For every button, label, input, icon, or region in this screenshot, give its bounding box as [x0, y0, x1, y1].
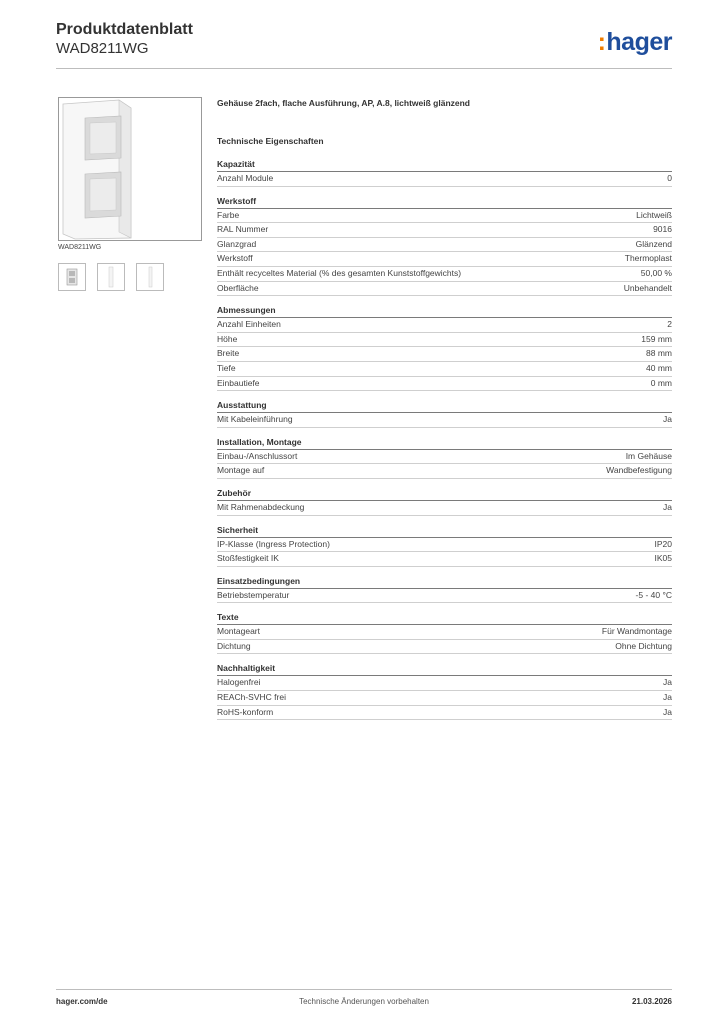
spec-row	[217, 501, 672, 516]
product-image	[58, 97, 202, 241]
spec-value: Für Wandmontage	[601, 626, 672, 637]
spec-row	[217, 676, 672, 691]
spec-value: 9016	[653, 224, 672, 235]
spec-section	[217, 488, 672, 516]
section-title: Kapazität	[217, 159, 672, 172]
spec-label: Oberfläche	[217, 282, 259, 293]
spec-section	[217, 437, 672, 479]
spec-label: Mit Rahmenabdeckung	[217, 501, 305, 512]
spec-label: REACh-SVHC frei	[217, 692, 286, 703]
spec-label: Halogenfrei	[217, 677, 261, 688]
spec-section	[217, 196, 672, 297]
spec-row	[217, 267, 672, 282]
spec-row	[217, 538, 672, 553]
spec-value: 0 mm	[650, 377, 672, 388]
spec-value: Ja	[663, 692, 672, 703]
spec-label: Dichtung	[217, 640, 251, 651]
spec-row	[217, 347, 672, 362]
spec-label: Stoßfestigkeit IK	[217, 553, 279, 564]
technical-properties-heading: Technische Eigenschaften	[217, 136, 324, 146]
spec-label: Einbautiefe	[217, 377, 260, 388]
spec-value: Ja	[663, 706, 672, 717]
section-title: Nachhaltigkeit	[217, 663, 672, 676]
product-image-caption: WAD8211WG	[58, 244, 102, 251]
section-title: Einsatzbedingungen	[217, 576, 672, 589]
thumbnail-1[interactable]	[58, 263, 86, 291]
spec-section	[217, 576, 672, 604]
section-title: Zubehör	[217, 488, 672, 501]
spec-value: 88 mm	[646, 348, 672, 359]
spec-row	[217, 552, 672, 567]
thumbnail-side-view-icon	[98, 264, 124, 290]
spec-value: Ja	[663, 414, 672, 425]
spec-label: RoHS-konform	[217, 706, 274, 717]
spec-label: Höhe	[217, 333, 238, 344]
spec-section	[217, 305, 672, 391]
footer-note: Technische Änderungen vorbehalten	[299, 997, 429, 1006]
spec-label: Montageart	[217, 626, 260, 637]
spec-label: Breite	[217, 348, 240, 359]
spec-label: Enthält recyceltes Material (% des gesamten Kunststoffgewichts)	[217, 267, 462, 278]
spec-row	[217, 223, 672, 238]
spec-label: Glanzgrad	[217, 238, 257, 249]
spec-value: Wandbefestigung	[606, 465, 672, 476]
section-title: Texte	[217, 612, 672, 625]
spec-section	[217, 159, 672, 187]
thumbnail-profile-view-icon	[137, 264, 163, 290]
page-title: Produktdatenblatt	[56, 21, 193, 38]
section-title: Sicherheit	[217, 525, 672, 538]
spec-value: -5 - 40 °C	[635, 589, 672, 600]
spec-value: 40 mm	[646, 362, 672, 373]
page-header	[56, 20, 672, 58]
spec-value: 159 mm	[641, 333, 672, 344]
spec-row	[217, 377, 672, 392]
spec-row	[217, 413, 672, 428]
spec-row	[217, 282, 672, 297]
spec-value: Thermoplast	[624, 253, 672, 264]
spec-row	[217, 362, 672, 377]
spec-value: IP20	[654, 538, 672, 549]
spec-label: Anzahl Module	[217, 173, 274, 183]
product-details	[217, 97, 672, 729]
spec-label: Einbau-/Anschlussort	[217, 450, 298, 461]
spec-section	[217, 525, 672, 567]
spec-label: Tiefe	[217, 362, 236, 373]
spec-value: Ja	[663, 501, 672, 512]
spec-value: Lichtweiß	[636, 209, 672, 220]
spec-label: Betriebstemperatur	[217, 589, 290, 600]
spec-row	[217, 450, 672, 465]
spec-row	[217, 172, 672, 187]
product-description: Gehäuse 2fach, flache Ausführung, AP, A.8, lichtweiß glänzend	[217, 98, 471, 108]
spec-row	[217, 252, 672, 267]
thumbnail-2[interactable]	[97, 263, 125, 291]
spec-value: Ja	[663, 677, 672, 688]
spec-section	[217, 400, 672, 428]
product-code: WAD8211WG	[56, 40, 149, 57]
header-divider	[56, 68, 672, 69]
spec-row	[217, 691, 672, 706]
section-title: Installation, Montage	[217, 437, 672, 450]
spec-label: Werkstoff	[217, 253, 253, 264]
spec-section	[217, 663, 672, 720]
spec-label: Farbe	[217, 209, 240, 220]
spec-value: 2	[667, 319, 672, 330]
spec-sections	[217, 159, 672, 720]
spec-value: Glänzend	[635, 238, 672, 249]
footer-date: 21.03.2026	[631, 997, 672, 1006]
section-title: Werkstoff	[217, 196, 672, 209]
spec-value: Ohne Dichtung	[615, 640, 672, 651]
spec-value: Im Gehäuse	[625, 450, 672, 461]
spec-row	[217, 706, 672, 721]
footer-website-link[interactable]: hager.com/de	[56, 997, 108, 1006]
thumbnail-product-icon	[59, 264, 85, 290]
section-title: Ausstattung	[217, 400, 672, 413]
spec-row	[217, 640, 672, 655]
spec-label: Montage auf	[217, 465, 265, 476]
footer-divider	[56, 989, 672, 990]
spec-value: Unbehandelt	[623, 282, 672, 293]
spec-row	[217, 333, 672, 348]
spec-label: Anzahl Einheiten	[217, 319, 281, 330]
spec-value: 0	[667, 173, 672, 183]
spec-row	[217, 318, 672, 333]
hager-logo: :hager	[597, 28, 672, 56]
spec-value: IK05	[654, 553, 672, 564]
spec-row	[217, 464, 672, 479]
section-title: Abmessungen	[217, 305, 672, 318]
thumbnail-3[interactable]	[136, 263, 164, 291]
spec-label: IP-Klasse (Ingress Protection)	[217, 538, 330, 549]
spec-row	[217, 589, 672, 604]
spec-value: 50,00 %	[640, 267, 672, 278]
spec-row	[217, 238, 672, 253]
spec-label: RAL Nummer	[217, 224, 269, 235]
spec-section	[217, 612, 672, 654]
spec-label: Mit Kabeleinführung	[217, 414, 293, 425]
product-illustration	[59, 98, 201, 240]
spec-row	[217, 209, 672, 224]
spec-row	[217, 625, 672, 640]
